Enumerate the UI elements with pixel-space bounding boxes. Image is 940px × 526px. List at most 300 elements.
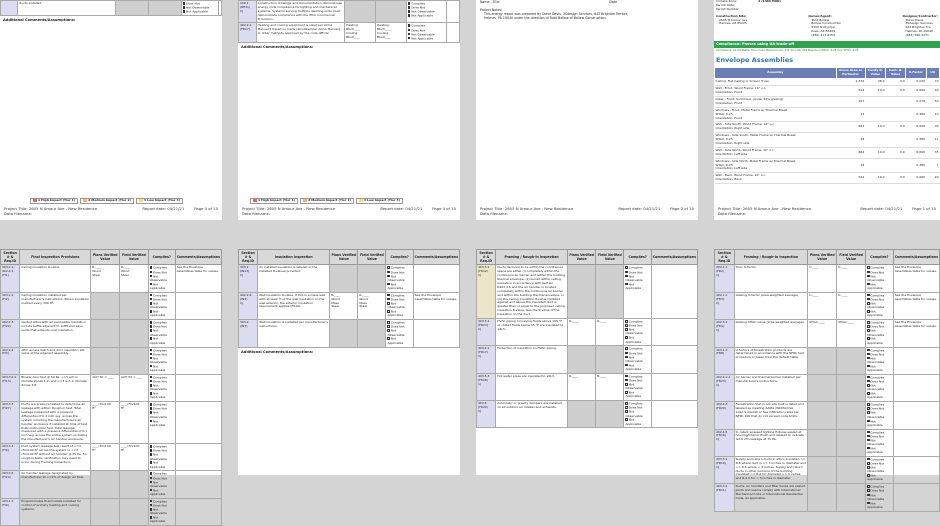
checkbox-complies[interactable]: Complies: [625, 375, 649, 379]
checkbox-does-not[interactable]: Does Not: [625, 324, 649, 328]
checkbox-does-not[interactable]: Does Not: [150, 298, 174, 302]
checkbox-complies[interactable]: Complies: [387, 294, 411, 298]
page-bottom-4: [714, 249, 940, 509]
plans-value: [808, 374, 837, 401]
comments-cell: [446, 1, 459, 23]
final-inspection-table: [0, 249, 222, 526]
plans-value[interactable]: R-____ Wood Mass Steel: [330, 292, 358, 319]
assembly-value: 0.0: [886, 173, 906, 184]
checkbox-complies[interactable]: Complies: [625, 347, 649, 351]
checkbox-complies[interactable]: Complies: [150, 266, 174, 270]
assembly-value: 11: [926, 133, 940, 148]
comments-cell: [651, 401, 697, 428]
checkbox-does-not[interactable]: Does Not: [150, 477, 174, 481]
checkbox-complies[interactable]: Complies: [387, 321, 411, 325]
table-row: [239, 292, 460, 319]
checkbox-not-applicable[interactable]: Not Applicable: [149, 309, 166, 318]
table-row: [1, 320, 222, 347]
checkbox-complies[interactable]: Complies: [625, 402, 649, 406]
field-value[interactable]: R-____: [596, 373, 624, 400]
section-cell: 402.1.1 (FR3) CJ: [715, 292, 735, 319]
section-cell: 403.1.1 (FI9): [1, 498, 20, 525]
field-value: [596, 401, 624, 428]
provision-text: All installed insulation is labeled or the installed R-values provided.: [258, 265, 330, 292]
checkbox-complies[interactable]: Complies: [867, 431, 892, 435]
table-row: [1, 347, 222, 374]
col-assembly: Assembly: [715, 68, 837, 79]
field-value: [837, 347, 866, 374]
checkbox-not-applicable[interactable]: Not Applicable: [867, 282, 883, 290]
field-value[interactable]: ____cfm/100 ft²: [119, 402, 148, 444]
complies-cell: [386, 265, 413, 292]
complies-cell: [866, 347, 894, 374]
complies-cell: [624, 346, 651, 373]
table-row: [1, 498, 222, 525]
assembly-value: 0.060: [906, 147, 926, 158]
checkbox-not-applicable[interactable]: Not Applicable: [149, 282, 166, 290]
checkbox-not-applicable[interactable]: Not Applicable: [149, 460, 166, 469]
complies-cell: [148, 347, 175, 374]
checkbox-does-not[interactable]: Does Not: [867, 271, 892, 275]
section-cell: 402.2.6 (IN3) CJ: [239, 292, 258, 319]
assembly-value: 0.060: [906, 122, 926, 133]
provision-text: Blower door test @ 50 Pa. <=5 ach in Climate Zones 1-2, and <=3 ach in Climate Zones 3-8.: [20, 374, 91, 401]
checkbox-complies[interactable]: Complies: [867, 458, 892, 462]
page-top-4: [714, 0, 940, 220]
section-cell: 403.4.1 (FR17) CJ: [477, 346, 496, 373]
checkbox-not-observable[interactable]: Not Observable: [625, 354, 643, 363]
section-cell: 303.1.1, 402.2.1 (FI1): [1, 265, 20, 292]
assembly-value: 25: [836, 107, 865, 122]
checkbox-complies[interactable]: Complies: [867, 294, 892, 298]
checkbox-does-not[interactable]: Does Not: [867, 435, 892, 439]
comments-cell: [175, 444, 221, 471]
date-label: Date: [609, 0, 618, 4]
checkbox-not-applicable[interactable]: Not Applicable: [625, 390, 642, 399]
assembly-value: 0.030: [906, 79, 926, 86]
checkbox-not-observable[interactable]: Not Observable: [387, 328, 405, 337]
checkbox-not-observable[interactable]: Not Observable: [625, 327, 643, 336]
checkbox-complies[interactable]: Complies: [150, 349, 174, 353]
provision-text: Door U-factor.: [734, 265, 808, 292]
checkbox-complies[interactable]: Complies: [867, 266, 892, 270]
checkbox-does-not[interactable]: Does Not: [625, 352, 649, 356]
provision-text: Wall insulation R-value. If this is a mass wall with at least ½ of the wall insulation on the wall exterior, the exterior insulation requirement applies (FR10).: [258, 292, 330, 319]
checkbox-not-applicable[interactable]: Not Applicable: [867, 500, 883, 509]
checkbox-not-applicable[interactable]: Not Applicable: [149, 336, 166, 345]
checkbox-not-observable[interactable]: Not Observable: [149, 328, 167, 337]
comments-cell: [175, 498, 221, 525]
checkbox-complies[interactable]: Complies: [150, 500, 174, 504]
comments-cell: [893, 374, 939, 401]
checkbox-does-not[interactable]: Does Not: [625, 271, 649, 275]
checkbox-complies[interactable]: Complies: [867, 349, 892, 353]
checkbox-not-observable[interactable]: Not Observable: [867, 274, 885, 282]
checkbox-complies[interactable]: Complies: [150, 403, 174, 407]
provision-text: Heating and cooling equipment is sized per ACCA Manual S based on loads calculated per ACCA Manual J or other methods approved by the code official.: [256, 23, 344, 43]
checkbox-complies[interactable]: Complies: [387, 266, 411, 270]
field-value: [837, 456, 866, 483]
checkbox-not-applicable[interactable]: Not Applicable: [625, 362, 642, 371]
checkbox-does-not[interactable]: Does Not: [867, 380, 892, 384]
table-row: [239, 265, 460, 292]
plans-value: [330, 320, 358, 347]
checkbox-does-not[interactable]: Does Not: [387, 325, 411, 329]
checkbox-complies[interactable]: Complies: [867, 403, 892, 407]
assembly-value: 26: [926, 86, 940, 97]
checkbox-does-not[interactable]: Does Not: [867, 407, 892, 411]
assembly-value: [886, 133, 906, 148]
section-cell: 402.4.3 (FR20): [715, 402, 735, 429]
column-header: Comments/Assumptions: [413, 250, 459, 265]
field-value[interactable]: U-____: [837, 292, 866, 319]
checkbox-not-applicable[interactable]: Not Applicable: [387, 309, 404, 318]
framing-inspection-table: [476, 249, 698, 428]
col-u-factor: U-Factor: [906, 68, 926, 79]
column-header: Final Inspection Provisions: [20, 250, 91, 265]
checkbox-not-applicable[interactable]: Not Applicable: [867, 418, 883, 427]
assembly-name: Windows - Side South: Metal Frame w/ Thermal Break SHGC: 0.25 Orientation: Right side: [715, 133, 837, 148]
comments-cell: [175, 374, 221, 401]
checkbox-complies[interactable]: Complies: [867, 321, 892, 325]
checkbox-complies[interactable]: Complies: [150, 376, 174, 380]
assembly-row: [715, 173, 940, 184]
comments-cell: [651, 373, 697, 400]
assembly-value: [865, 96, 885, 107]
page-footer: Project Title: 2605 N Amour Ave - New Residence Data filename: Report date: 04/21/21 Page 4 of 10: [242, 206, 456, 216]
field-value[interactable]: R-____ Wood Mass Steel: [358, 292, 386, 319]
comments-cell: [175, 347, 221, 374]
field-value[interactable]: U-____: [837, 265, 866, 292]
assembly-name: Wall - Side South: Wood Frame, 16" o.c. Orientation: Right side: [715, 122, 837, 133]
comments-cell: See the Envelope Assemblies table for values.: [413, 292, 459, 319]
table-row: [477, 373, 698, 400]
checkbox-not-applicable[interactable]: Not Applicable: [408, 37, 445, 41]
checkbox-not-observable[interactable]: Not Observable: [625, 382, 643, 391]
table-row: [715, 320, 940, 347]
checkbox-not-observable[interactable]: Not Observable: [149, 410, 167, 419]
plans-value[interactable]: U-____: [808, 265, 837, 292]
section-cell: 402.2.4 (FI3): [1, 347, 20, 374]
checkbox-not-observable[interactable]: Not Observable: [149, 301, 167, 310]
column-header: Comments/Assumptions: [893, 250, 939, 265]
checkbox-complies[interactable]: Complies: [150, 294, 174, 298]
assembly-value: 0.0: [886, 86, 906, 97]
assembly-row: [715, 86, 940, 97]
checkbox-not-applicable[interactable]: Not Applicable: [149, 391, 166, 400]
field-value[interactable]: ____cfm/100 ft²: [119, 444, 148, 471]
complies-cell: [624, 319, 651, 346]
assembly-value: 36: [926, 122, 940, 133]
assembly-value: 7: [926, 158, 940, 173]
section-cell: 303.1 (IN13) CJ: [239, 265, 258, 292]
plans-value[interactable]: ____cfm/100 ft²: [91, 402, 120, 444]
provision-text: Ducts declared to be within the conditioned space are either (i) completely within the continuous air barrier and within the building thermal envelope, (ii) buried within ceiling insulation in accordance with Section R403.3.6 and the air handler is located completely within the continuous air barrier and within the building thermal envelope, or (iii) the ceiling insulation R-value installed against and above the insulated duct is greater than or equal to the proposed ceiling insulation R-value, less the R-value of the insulation on the duct.: [496, 265, 568, 319]
assembly-value: 18: [836, 158, 865, 173]
checkbox-not-applicable[interactable]: Not Applicable: [867, 473, 883, 482]
assembly-value: [886, 107, 906, 122]
complies-cell: [148, 498, 175, 525]
provision-text: Wall insulation is installed per manufacturer's instructions.: [258, 320, 330, 347]
contacts-row: [714, 12, 940, 41]
complies-cell: [866, 265, 894, 292]
plans-value[interactable]: Heating: Btu/h____ Cooling: Btu/h____: [345, 23, 376, 43]
provision-text: Ducts are pressure tested to determine air leakage with either: Rough-in test: Total leakage measured with a pressure differential of 0.1 inch w.g. across the system including the manufacturer's air handler enclosure if installed at time of test. Postconstruction test: Total leakage measured with a pressure differential of 0.1 inch w.g. across the entire system including the manufacturer's air handler enclosure.: [20, 402, 91, 444]
checkbox-complies[interactable]: Complies: [867, 376, 892, 380]
checkbox-does-not[interactable]: Does Not: [867, 353, 892, 357]
plans-value: [568, 401, 596, 428]
page-footer: Project Title: 2605 N Amour Ave - New Residence Data filename: Report date: 04/21/21 Page 2 of 10: [480, 206, 694, 216]
checkbox-does-not[interactable]: Does Not: [625, 379, 649, 383]
checkbox-complies[interactable]: Complies: [408, 2, 445, 6]
plans-value: [116, 1, 149, 16]
checkbox-not-observable[interactable]: Not Observable: [149, 479, 167, 488]
assembly-value: 197: [836, 96, 865, 107]
checkbox-does-not[interactable]: Does Not: [150, 380, 174, 384]
column-header: Complies?: [148, 250, 175, 265]
field-value: [837, 429, 866, 456]
checkbox-does-not[interactable]: Does Not: [867, 462, 892, 466]
checkbox-not-applicable[interactable]: Not Applicable: [867, 391, 883, 400]
checkbox-not-applicable[interactable]: Not Applicable: [149, 418, 166, 427]
envelope-assemblies-table: [714, 67, 940, 184]
table-row: [715, 484, 940, 511]
complies-cell: [624, 373, 651, 400]
checkbox-complies[interactable]: Complies: [150, 472, 174, 476]
complies-cell: [148, 471, 175, 498]
field-value: [119, 471, 148, 498]
col-cavity-r: Cavity R-Value: [865, 68, 885, 79]
checkbox-does-not[interactable]: Does Not: [408, 29, 445, 33]
checkbox-not-observable[interactable]: Not Observable: [867, 328, 885, 337]
provision-text: Glazing U-factor (area-weighted average).: [734, 292, 808, 319]
column-header: Plans Verified Value: [568, 250, 596, 265]
checkbox-does-not[interactable]: Does Not: [150, 325, 174, 329]
checkbox-complies[interactable]: Complies: [150, 445, 174, 449]
field-value[interactable]: R-____: [596, 319, 624, 346]
assembly-value: 664: [836, 147, 865, 158]
checkbox-not-observable[interactable]: Not Observable: [867, 301, 885, 310]
column-header: Plans Verified Value: [91, 250, 120, 265]
compliance-status-bar: Compliance: Passes using UA trade-off: [714, 41, 940, 48]
assembly-row: [715, 158, 940, 173]
checkbox-not-observable[interactable]: Not Observable: [149, 452, 167, 461]
checkbox-not-observable[interactable]: Not Observable: [408, 10, 445, 14]
assembly-value: 0.0: [886, 147, 906, 158]
field-value[interactable]: R-____ Wood Steel: [119, 265, 148, 292]
field-value[interactable]: ACH 50 = ____: [119, 374, 148, 401]
checkbox-not-observable[interactable]: Not Observable: [149, 356, 167, 364]
plans-value[interactable]: U-____: [808, 292, 837, 319]
plans-value[interactable]: R-____ Wood Steel: [91, 265, 120, 292]
checkbox-not-observable[interactable]: Not Observable: [867, 465, 885, 474]
table-row: [715, 374, 940, 401]
plans-value[interactable]: ____cfm/100 ft²: [91, 444, 120, 471]
complies-cell: [866, 374, 894, 401]
assembly-name: Windows - Front: Metal Frame w/ Thermal Break SHGC: 0.25 Orientation: Front: [715, 107, 837, 122]
plans-value: [91, 347, 120, 374]
checkbox-does-not[interactable]: Does Not: [150, 449, 174, 453]
checkbox-not-observable[interactable]: Not Observable: [149, 383, 167, 392]
checkbox-not-applicable[interactable]: Not Applicable: [149, 364, 166, 372]
checkbox-does-not[interactable]: Does Not: [150, 504, 174, 508]
comments-cell: See the Envelope Assemblies table for values.: [893, 320, 939, 347]
section-cell: 100.1 (RE31) CJ: [239, 1, 257, 23]
checkbox-not-observable[interactable]: Not Observable: [149, 507, 167, 516]
checkbox-does-not[interactable]: Does Not: [408, 6, 445, 10]
checkbox-complies[interactable]: Complies: [625, 266, 649, 270]
plans-value: [91, 471, 120, 498]
checkbox-not-applicable[interactable]: Not Applicable: [408, 14, 445, 18]
assembly-value: 2,334: [836, 79, 865, 86]
checkbox-not-observable[interactable]: Not Observable: [408, 33, 445, 37]
checkbox-does-not[interactable]: Does Not: [867, 325, 892, 329]
checkbox-not-applicable[interactable]: Not Applicable: [149, 488, 166, 496]
field-value[interactable]: Heating: Btu/h____ Cooling: Btu/h____: [376, 23, 407, 43]
column-header: Complies?: [866, 250, 894, 265]
comments-cell: [893, 429, 939, 456]
checkbox-complies[interactable]: Complies: [625, 320, 649, 324]
table-row: [1, 402, 222, 444]
checkbox-does-not[interactable]: Does Not: [150, 271, 174, 275]
complies-cell: [148, 374, 175, 401]
checkbox-not-applicable[interactable]: Not Applicable: [149, 515, 166, 524]
checkbox-does-not[interactable]: Does Not: [867, 298, 892, 302]
field-value: [358, 265, 386, 292]
checkbox-complies[interactable]: Complies: [150, 321, 174, 325]
compliance-line: Compliance: 12.9% Better Than Code Maximum UA: 332 Your UA: 434 Maximum SHGC: 0.25 Your SHGC: 0.25: [716, 48, 859, 52]
checkbox-does-not[interactable]: Does Not: [387, 271, 411, 275]
provision-text: HVAC piping conveying fluids above 105 °F or chilled fluids below 55 °F are insulated to ≥R-3.: [496, 319, 568, 346]
field-value: [358, 320, 386, 347]
checkbox-does-not[interactable]: Does Not: [625, 406, 649, 410]
page-footer: Project Title: 2605 N Amour Ave - New Residence Data filename: Report date: 04/21/21 Page 1 of 10: [718, 206, 936, 216]
assembly-value: [865, 107, 885, 122]
checkbox-does-not[interactable]: Does Not: [183, 2, 217, 6]
checkbox-complies[interactable]: Complies: [408, 24, 445, 28]
checkbox-not-applicable[interactable]: Not Applicable: [625, 417, 642, 426]
table-row: [239, 320, 460, 347]
checkbox-not-applicable[interactable]: Not Applicable: [183, 10, 217, 14]
rough-in-table: [0, 0, 222, 16]
section-cell: 403.3.2 (FR11): [715, 484, 735, 511]
provision-text: ducts installed.: [18, 1, 116, 16]
provision-text: Construction drawings and documentation demonstrate energy code compliance for lighting and mechanical systems. Systems serving multiple dwelling units must demonstrate compliance with the IECC Commercial Provisions.: [256, 1, 344, 23]
comments-cell: [175, 320, 221, 347]
comments-cell: [893, 456, 939, 483]
column-header: Insulation Inspection: [258, 250, 330, 265]
plans-value: [91, 292, 120, 319]
checkbox-complies[interactable]: Complies: [867, 485, 892, 489]
plans-value[interactable]: R-____: [568, 373, 596, 400]
section-cell: 403.3.1 (FR12) CJ: [477, 265, 496, 319]
comments-cell: [893, 347, 939, 374]
page-top-1: [0, 0, 222, 220]
construction-site: Construction Site: 2605 N Amour Ave Helmes, AZ 85225: [716, 13, 748, 26]
checkbox-not-applicable[interactable]: Not Applicable: [867, 446, 883, 454]
legend-high: 1 High Impact (Tier 1): [250, 198, 298, 204]
section-cell: 403.3.5 (FI24): [1, 471, 20, 498]
checkbox-not-applicable[interactable]: Not Applicable: [867, 336, 883, 345]
field-value[interactable]: SHGC:____: [837, 320, 866, 347]
complies-cell: [181, 1, 218, 16]
comments-cell: See the Envelope Assemblies table for values.: [893, 265, 939, 292]
checkbox-not-observable[interactable]: Not Observable: [867, 492, 885, 501]
additional-comments-label: Additional Comments/Assumptions:: [241, 45, 314, 50]
complies-cell: [406, 1, 446, 23]
assembly-name: Wall - Front: Wood Frame, 16" o.c. Orientation: Front: [715, 86, 837, 97]
plans-value: [330, 265, 358, 292]
checkbox-not-observable[interactable]: Not Observable: [387, 274, 405, 282]
section-cell: 402.2.1 (FR17): [239, 23, 257, 43]
checkbox-does-not[interactable]: Does Not: [150, 407, 174, 411]
comments-cell: [175, 292, 221, 319]
checkbox-not-applicable[interactable]: Not Applicable: [867, 309, 883, 318]
provision-text: Fenestration that is not site built is listed and labeled as meeting AAMA /WDMA/CSA 101/I.S.2/A440 or has infiltration rates per NFRC 400 that do not exceed code limits.: [734, 402, 808, 429]
column-header: Field Verified Value: [358, 250, 386, 265]
plans-value: [808, 484, 837, 511]
complies-cell: [386, 292, 413, 319]
checkbox-not-observable[interactable]: Not Observable: [387, 301, 405, 310]
checkbox-not-observable[interactable]: Not Observable: [867, 410, 885, 419]
checkbox-not-observable[interactable]: Not Observable: [867, 356, 885, 364]
checkbox-not-applicable[interactable]: Not Applicable: [867, 364, 883, 372]
plans-value: [91, 320, 120, 347]
section-cell: 303.1.3 (FR8): [715, 347, 735, 374]
checkbox-not-applicable[interactable]: Not Applicable: [387, 282, 404, 290]
table-row: [1, 292, 222, 319]
checkbox-not-applicable[interactable]: Not Applicable: [387, 336, 404, 345]
provision-text: Attic access hatch and door insulation ≥R-value of the adjacent assembly.: [20, 347, 91, 374]
plans-value[interactable]: R-____: [568, 319, 596, 346]
checkbox-not-observable[interactable]: Not Observable: [625, 409, 643, 418]
provision-text: Hot water pipes are insulated to ≥R-3.: [496, 373, 568, 400]
assembly-row: [715, 122, 940, 133]
checkbox-does-not[interactable]: Does Not: [150, 353, 174, 357]
legend-low: 3 Low Impact (Tier 3): [356, 198, 403, 204]
provision-text: IC-rated recessed lighting fixtures sealed at housing/interior finish and labeled to indicate ≤2.0 cfm leakage at 75 Pa.: [734, 429, 808, 456]
checkbox-not-observable[interactable]: Not Observable: [183, 6, 217, 10]
checkbox-not-observable[interactable]: Not Observable: [867, 438, 885, 446]
plans-value[interactable]: ACH 50 = ____: [91, 374, 120, 401]
checkbox-not-observable[interactable]: Not Observable: [149, 274, 167, 282]
climate-zone-label: Climate Zone:: [716, 0, 738, 3]
field-value: [149, 1, 182, 16]
checkbox-not-observable[interactable]: Not Observable: [625, 274, 643, 282]
checkbox-not-applicable[interactable]: Not Applicable: [625, 335, 642, 344]
comments-cell: [219, 1, 222, 16]
provision-text: Programmable thermostats installed for control of primary heating and cooling systems.: [20, 498, 91, 525]
plans-value[interactable]: SHGC:____: [808, 320, 837, 347]
checkbox-not-observable[interactable]: Not Observable: [867, 383, 885, 392]
assembly-value: 35: [926, 147, 940, 158]
complies-cell: [406, 23, 446, 43]
checkbox-does-not[interactable]: Does Not: [387, 298, 411, 302]
section-cell: 402.2.3 (FI22): [1, 320, 20, 347]
additional-comments-label: Additional Comments/Assumptions:: [3, 18, 76, 23]
field-value: [596, 346, 624, 373]
assembly-value: 29: [926, 173, 940, 184]
assembly-value: [886, 158, 906, 173]
comments-cell: [651, 265, 697, 319]
assembly-value: 0.0: [886, 79, 906, 86]
col-ua: UA: [926, 68, 940, 79]
complies-cell: [866, 402, 894, 429]
assembly-row: [715, 133, 940, 148]
checkbox-not-applicable[interactable]: Not Applicable: [625, 282, 642, 290]
plans-value: [808, 402, 837, 429]
checkbox-does-not[interactable]: Does Not: [867, 489, 892, 493]
